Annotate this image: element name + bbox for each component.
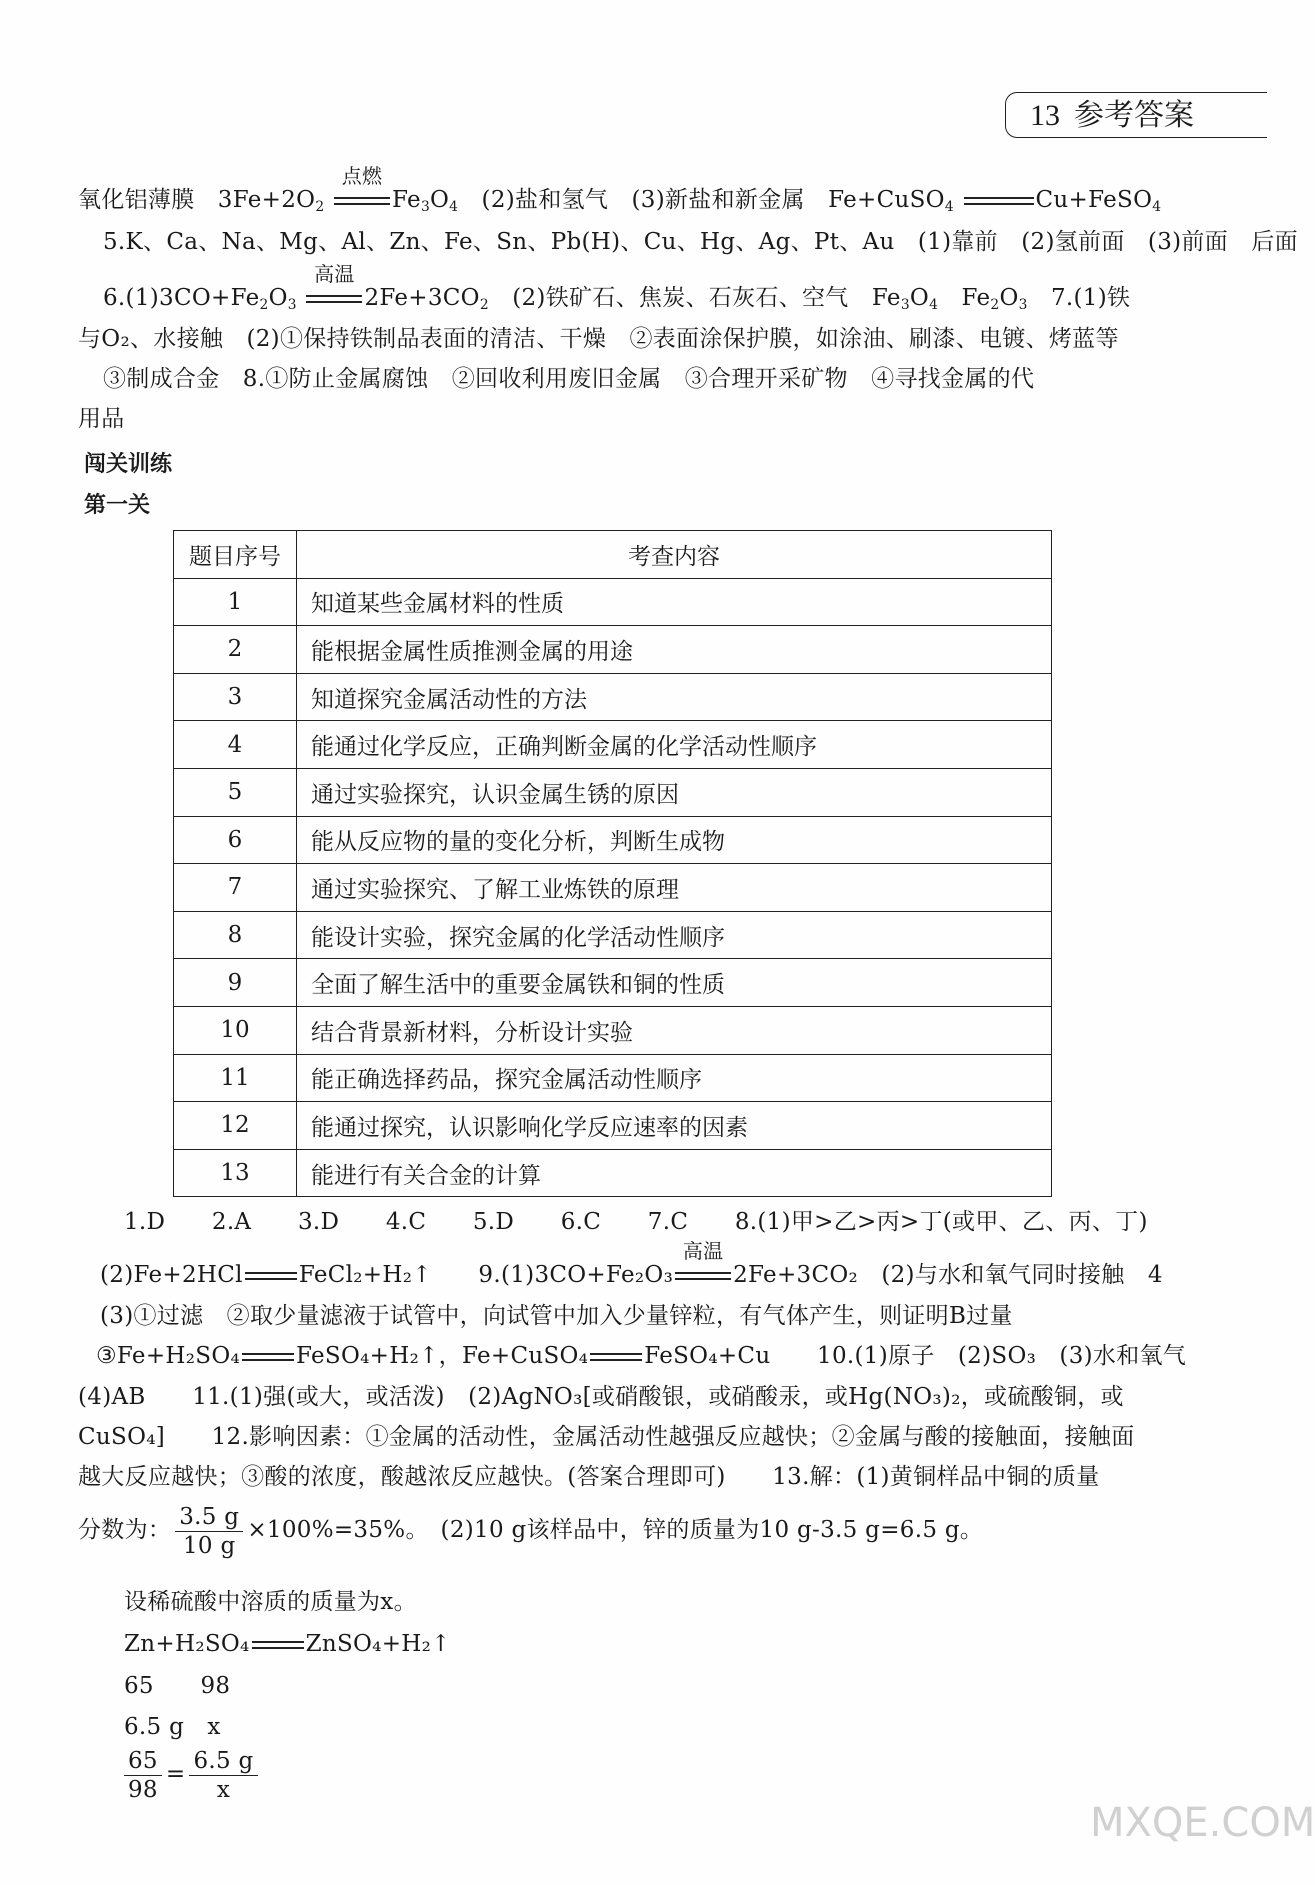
fraction: $\frac{65}{98}$: [124, 1747, 162, 1804]
page-header: [1005, 92, 1267, 138]
table-cell-number: 5: [174, 768, 297, 816]
reaction-arrow: 高温: [304, 283, 364, 313]
proportion-line: $\frac{65}{98}$ = $\frac{6.5 g}{x}$: [120, 1744, 262, 1804]
answer-line-5: ③制成合金 8.①防止金属腐蚀 ②回收利用废旧金属 ③合理开采矿物 ④寻找金属的代: [103, 366, 1035, 392]
table-cell-content: 能进行有关合金的计算: [297, 1149, 1052, 1197]
table-row: [174, 816, 1052, 864]
table-row: [174, 1102, 1052, 1150]
table-cell-number: 9: [174, 959, 297, 1007]
table-cell-content: 通过实验探究、了解工业炼铁的原理: [297, 864, 1052, 912]
answer-line-a4: ③Fe+H₂SO₄ FeSO₄+H₂↑，Fe+CuSO₄ FeSO₄+Cu 10.(1)原子 (2)SO₃ (3)水和氧气: [96, 1343, 1187, 1369]
table-row: [174, 911, 1052, 959]
table-row: [174, 864, 1052, 912]
page-number: 13: [1030, 99, 1060, 132]
table-cell-number: 13: [174, 1149, 297, 1197]
table-cell-number: 11: [174, 1054, 297, 1102]
watermark: MXQE.COM: [1090, 1800, 1315, 1846]
table-cell-number: 10: [174, 1006, 297, 1054]
table-cell-content: 能正确选择药品，探究金属活动性顺序: [297, 1054, 1052, 1102]
reaction-arrow: 点燃: [332, 185, 392, 215]
page-header-title: 参考答案: [1074, 98, 1194, 133]
section-title-level1: 第一关: [84, 493, 151, 518]
content-table: [173, 530, 1052, 1197]
fraction: $\frac{6.5 g}{x}$: [189, 1747, 257, 1804]
answer-line-a8: 分数为： $\frac{3.5 g}{10 g}$ ×100%=35%。 (2)10 g该样品中，锌的质量为10 g-3.5 g=6.5 g。: [78, 1503, 984, 1559]
table-row: [174, 1054, 1052, 1102]
table-row: [174, 768, 1052, 816]
table-cell-content: 能通过化学反应，正确判断金属的化学活动性顺序: [297, 721, 1052, 769]
table-row: [174, 578, 1052, 626]
table-cell-content: 能设计实验，探究金属的化学活动性顺序: [297, 911, 1052, 959]
answer-line-4: 与O₂、水接触 (2)①保持铁制品表面的清洁、干燥 ②表面涂保护膜，如涂油、刷漆、电镀、烤蓝等: [78, 326, 1119, 352]
table-cell-content: 通过实验探究，认识金属生锈的原因: [297, 768, 1052, 816]
table-cell-number: 7: [174, 864, 297, 912]
table-cell-number: 3: [174, 673, 297, 721]
section-title-training: 闯关训练: [84, 452, 173, 477]
answer-line-a5: (4)AB 11.(1)强(或大，或活泼) (2)AgNO₃[或硝酸银，或硝酸汞，或Hg(NO₃)₂，或硫酸铜，或: [78, 1384, 1124, 1410]
reaction-arrow: 高温: [673, 1260, 733, 1290]
molar-mass-line: 65 98: [124, 1673, 231, 1699]
table-cell-content: 结合背景新材料，分析设计实验: [297, 1006, 1052, 1054]
table-header-number: 题目序号: [174, 531, 297, 579]
table-cell-content: 知道某些金属材料的性质: [297, 578, 1052, 626]
answer-line-3: $6.(1)3CO+Fe_2O_3$ 高温 $2Fe+3CO_2$ (2)铁矿石、焦炭、石灰石、空气 $Fe_3O_4$ $Fe_2O_3$ 7.(1)铁: [103, 262, 1131, 313]
answer-line-1: 氧化铝薄膜 $3Fe+2O_2$ 点燃 $Fe_3O_4$ (2)盐和氢气 (3)新盐和新金属 Fe+CuSO$_4$ Cu+FeSO$_4$: [78, 164, 1162, 215]
table-cell-number: 1: [174, 578, 297, 626]
answer-line-a3: (3)①过滤 ②取少量滤液于试管中，向试管中加入少量锌粒，有气体产生，则证明B过量: [100, 1303, 1013, 1329]
table-row: [174, 673, 1052, 721]
table-cell-content: 能从反应物的量的变化分析，判断生成物: [297, 816, 1052, 864]
answer-line-a2: (2)Fe+2HCl FeCl₂+H₂↑ 9.(1)3CO+Fe₂O₃ 高温 2Fe+3CO₂ (2)与水和氧气同时接触 4: [100, 1239, 1163, 1288]
table-cell-content: 全面了解生活中的重要金属铁和铜的性质: [297, 959, 1052, 1007]
table-cell-number: 12: [174, 1102, 297, 1150]
table-cell-number: 2: [174, 626, 297, 674]
answer-line-a1: 1.D 2.A 3.D 4.C 5.D 6.C 7.C 8.(1)甲>乙>丙>丁(或甲、乙、丙、丁): [124, 1209, 1148, 1235]
answer-line-a9: 设稀硫酸中溶质的质量为x。: [124, 1589, 417, 1615]
table-row: [174, 721, 1052, 769]
answer-line-a7: 越大反应越快；③酸的浓度，酸越浓反应越快。(答案合理即可) 13.解：(1)黄铜样品中铜的质量: [78, 1464, 1100, 1490]
table-row: [174, 626, 1052, 674]
table-row: [174, 959, 1052, 1007]
table-cell-content: 能根据金属性质推测金属的用途: [297, 626, 1052, 674]
answer-line-6: 用品: [78, 406, 125, 432]
mass-line: 6.5 g x: [124, 1714, 221, 1740]
table-cell-content: 能通过探究，认识影响化学反应速率的因素: [297, 1102, 1052, 1150]
equation-line: Zn+H₂SO₄ ZnSO₄+H₂↑: [124, 1631, 451, 1657]
table-cell-number: 6: [174, 816, 297, 864]
table-header-row: [174, 531, 1052, 579]
fraction: $\frac{3.5 g}{10 g}$: [175, 1503, 243, 1560]
table-cell-number: 8: [174, 911, 297, 959]
table-cell-number: 4: [174, 721, 297, 769]
answer-line-2: 5.K、Ca、Na、Mg、Al、Zn、Fe、Sn、Pb(H)、Cu、Hg、Ag、Pt、Au (1)靠前 (2)氢前面 (3)前面 后面: [103, 229, 1298, 255]
table-row: [174, 1006, 1052, 1054]
table-header-content: 考查内容: [297, 531, 1052, 579]
table-row: [174, 1149, 1052, 1197]
answer-line-a6: CuSO₄] 12.影响因素：①金属的活动性，金属活动性越强反应越快；②金属与酸的接触面，接触面: [78, 1424, 1135, 1450]
table-cell-content: 知道探究金属活动性的方法: [297, 673, 1052, 721]
